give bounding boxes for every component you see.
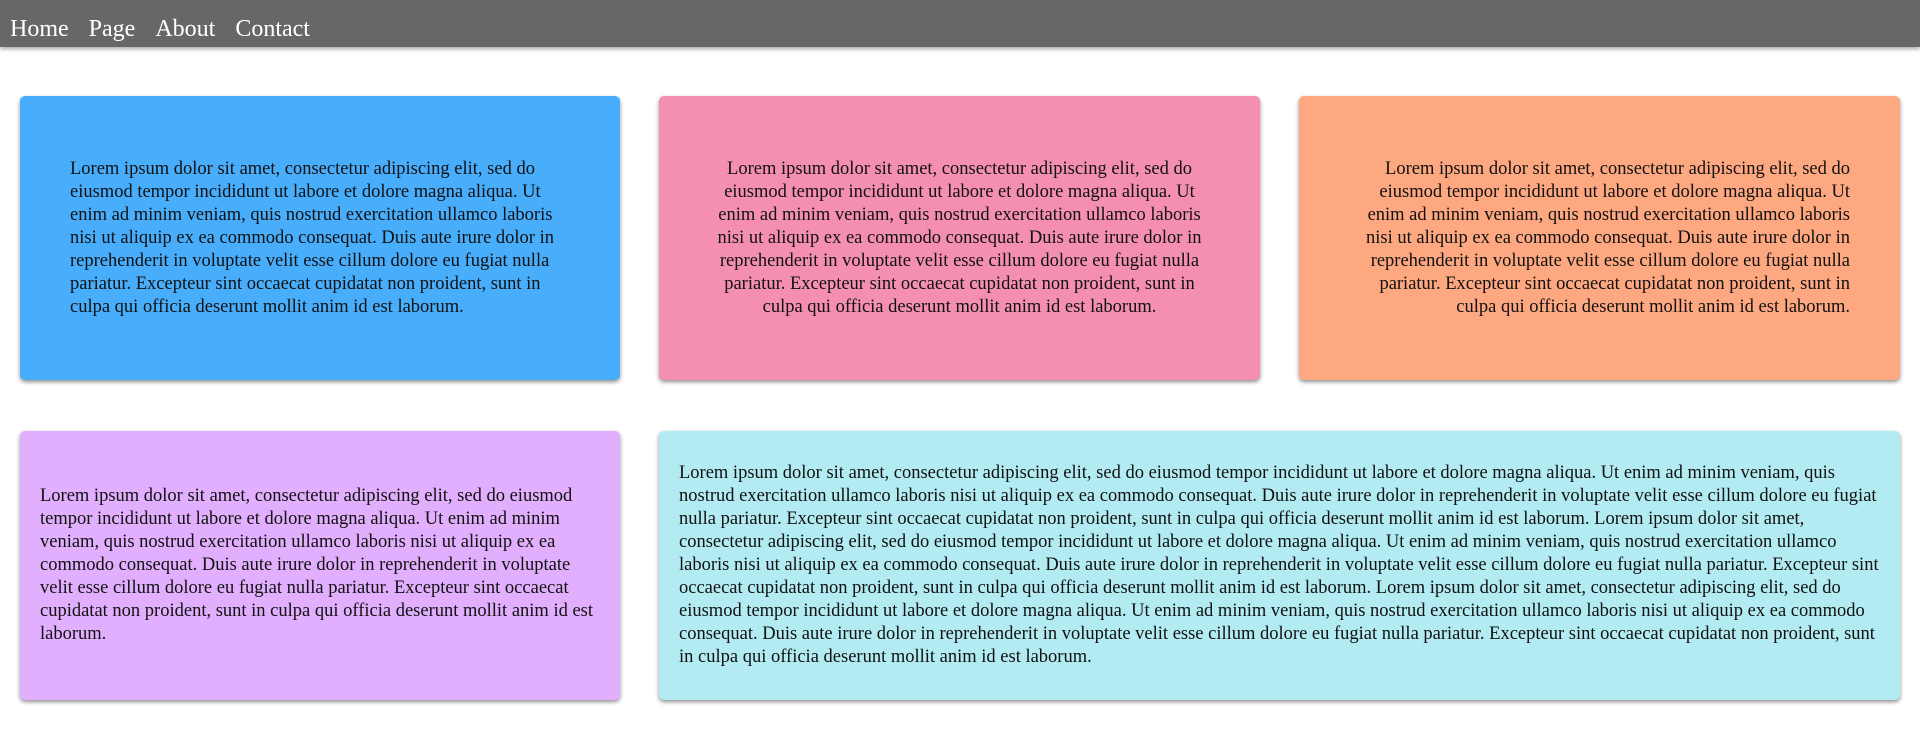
card-orange [1299,96,1900,380]
card-text: Lorem ipsum dolor sit amet, consectetur adipiscing elit, sed do eiusmod tempor incididunt ut labore et dolore magna aliqua. Ut enim ad minim veniam, quis nostrud exercitation ullamco laboris nisi ut aliquip ex ea commodo consequat. Duis aute irure dolor in reprehenderit in voluptate velit esse cillum dolore eu fugiat nulla pariatur. Excepteur sint occaecat cupidatat non proident, sunt in culpa qui officia deserunt mollit anim id est laborum. [717,158,1202,317]
card-text: Lorem ipsum dolor sit amet, consectetur adipiscing elit, sed do eiusmod tempor incididunt ut labore et dolore magna aliqua. Ut enim ad minim veniam, quis nostrud exercitation ullamco laboris nisi ut aliquip ex ea commodo consequat. Duis aute irure dolor in reprehenderit in voluptate velit esse cillum dolore eu fugiat nulla pariatur. Excepteur sint occaecat cupidatat non proident, sunt in culpa qui officia deserunt mollit anim id est laborum. [70,158,554,317]
card-text: Lorem ipsum dolor sit amet, consectetur adipiscing elit, sed do eiusmod tempor incididunt ut labore et dolore magna aliqua. Ut enim ad minim veniam, quis nostrud exercitation ullamco laboris nisi ut aliquip ex ea commodo consequat. Duis aute irure dolor in reprehenderit in voluptate velit esse cillum dolore eu fugiat nulla pariatur. Excepteur sint occaecat cupidatat non proident, sunt in culpa qui officia deserunt mollit anim id est laborum. [1366,158,1850,317]
card-blue [20,96,620,380]
nav-link-about[interactable]: About [155,15,216,42]
top-navbar [0,0,1920,47]
nav-link-home[interactable]: Home [10,15,69,42]
card-text: Lorem ipsum dolor sit amet, consectetur adipiscing elit, sed do eiusmod tempor incididunt ut labore et dolore magna aliqua. Ut enim ad minim veniam, quis nostrud exercitation ullamco laboris nisi ut aliquip ex ea commodo consequat. Duis aute irure dolor in reprehenderit in voluptate velit esse cillum dolore eu fugiat nulla pariatur. Excepteur sint occaecat cupidatat non proident, sunt in culpa qui officia deserunt mollit anim id est laborum. Lorem ipsum dolor sit amet, consectetur adipiscing elit, sed do eiusmod tempor incididunt ut labore et dolore magna aliqua. Ut enim ad minim veniam, quis nostrud exercitation ullamco laboris nisi ut aliquip ex ea commodo consequat. Duis aute irure dolor in reprehenderit in voluptate velit esse cillum dolore eu fugiat nulla pariatur. Excepteur sint occaecat cupidatat non proident, sunt in culpa qui officia deserunt mollit anim id est laborum. Lorem ipsum dolor sit amet, consectetur adipiscing elit, sed do eiusmod tempor incididunt ut labore et dolore magna aliqua. Ut enim ad minim veniam, quis nostrud exercitation ullamco laboris nisi ut aliquip ex ea commodo consequat. Duis aute irure dolor in reprehenderit in voluptate velit esse cillum dolore eu fugiat nulla pariatur. Excepteur sint occaecat cupidatat non proident, sunt in culpa qui officia deserunt mollit anim id est laborum. [679,463,1879,667]
card-pink [659,96,1260,380]
card-cyan-wide [659,431,1900,700]
card-purple [20,431,620,700]
card-text: Lorem ipsum dolor sit amet, consectetur adipiscing elit, sed do eiusmod tempor incididunt ut labore et dolore magna aliqua. Ut enim ad minim veniam, quis nostrud exercitation ullamco laboris nisi ut aliquip ex ea commodo consequat. Duis aute irure dolor in reprehenderit in voluptate velit esse cillum dolore eu fugiat nulla pariatur. Excepteur sint occaecat cupidatat non proident, sunt in culpa qui officia deserunt mollit anim id est laborum. [40,486,594,644]
nav-link-page[interactable]: Page [88,15,136,42]
nav-link-contact[interactable]: Contact [235,15,310,42]
